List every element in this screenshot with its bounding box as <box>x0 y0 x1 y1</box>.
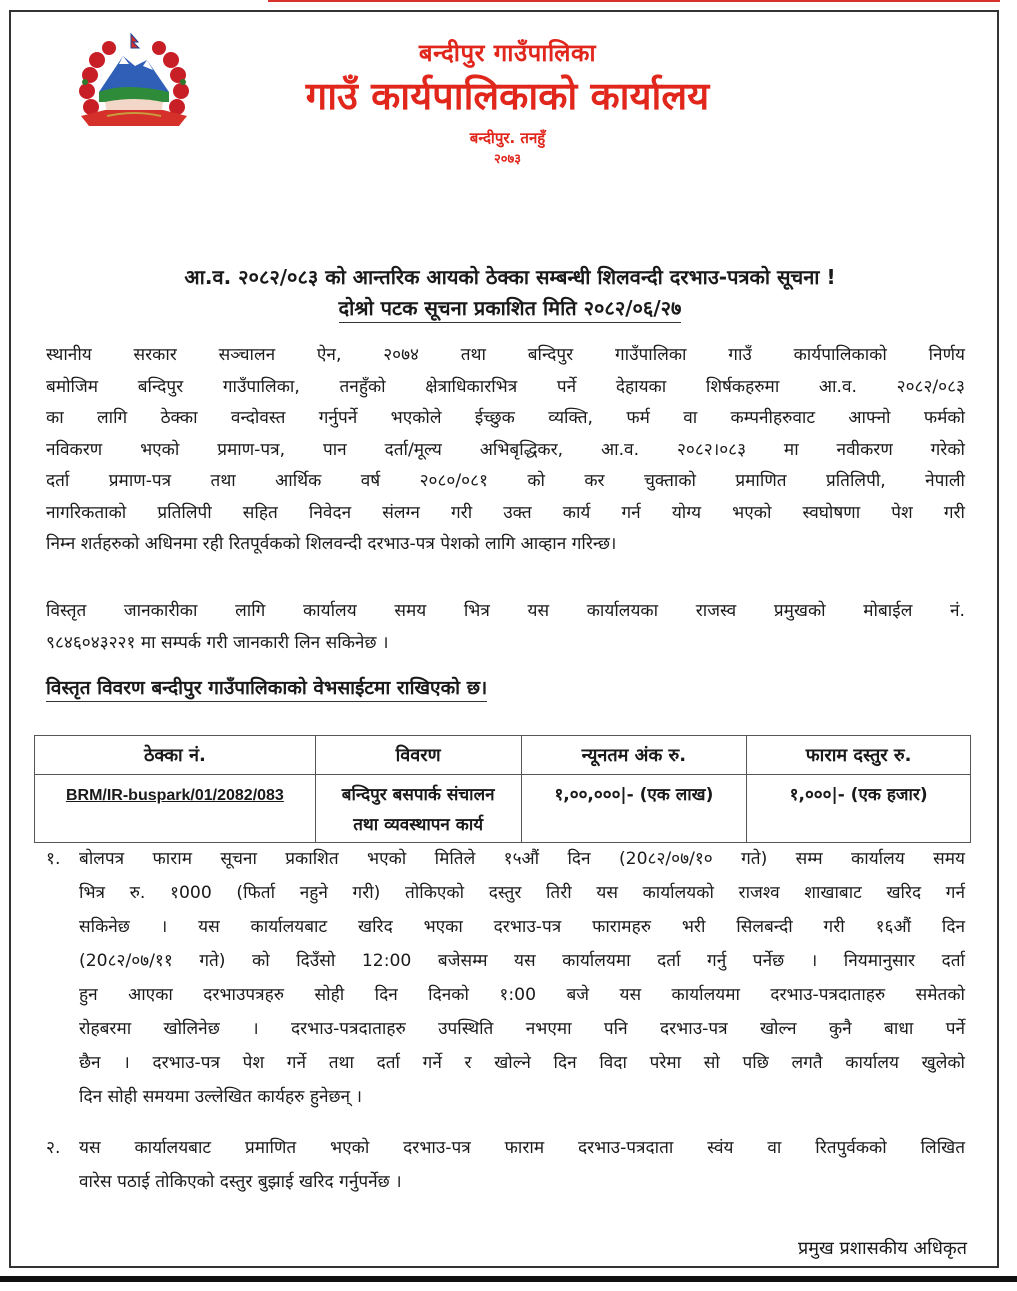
condition-line: छैन । दरभाउ-पत्र पेश गर्ने तथा दर्ता गर्ने र खोल्ने दिन विदा परेमा सो पछि लगतै कार्यालय खुलेको <box>79 1053 965 1073</box>
condition-line: (20८२/०७/११ गते) को दिउँसो 12:00 बजेसम्म यस कार्यालयमा दर्ता गर्नु पर्नेछ । नियमानुसार दर्ता <box>79 951 965 971</box>
nepal-emblem-icon <box>75 30 193 140</box>
condition-item <box>46 1131 965 1199</box>
tender-table <box>34 735 971 843</box>
table-header-row <box>35 736 971 775</box>
top-red-rule <box>268 0 1000 2</box>
condition-number: १. <box>46 849 61 869</box>
municipality-name: बन्दीपुर गाउँपालिका <box>418 39 597 67</box>
paragraph-line: निम्न शर्तहरुको अधिनमा रही रितपूर्वकको शिलवन्दी दरभाउ-पत्र पेशको लागि आव्हान गरिन्छ। <box>46 534 617 554</box>
bottom-rule <box>0 1276 1017 1282</box>
condition-number: २. <box>46 1138 61 1158</box>
office-name: गाउँ कार्यपालिकाको कार्यालय <box>305 74 710 118</box>
description-cell <box>315 775 521 843</box>
column-header-form-fee: फाराम दस्तुर रु. <box>747 736 971 775</box>
paragraph-line: नविकरण भएको प्रमाण-पत्र, पान दर्ता/मूल्य अभिबृद्धिकर, आ.व. २०८२।०८३ मा नवीकरण गरेको <box>46 439 965 460</box>
contract-number-link[interactable]: BRM/IR-buspark/01/2082/083 <box>65 787 284 804</box>
mountain <box>99 56 169 92</box>
column-header-description: विवरण <box>315 736 521 775</box>
notice-subtitle <box>30 294 990 321</box>
notice-title: आ.व. २०८२/०८३ को आन्तरिक आयको ठेक्का सम्बन्धी शिलवन्दी दरभाउ-पत्रको सूचना ! <box>184 265 836 289</box>
paragraph-line: का लागि ठेक्का वन्दोवस्त गर्नुपर्ने भएकोले ईच्छुक व्यक्ति, फर्म वा कम्पनीहरुवाट आफ्नो फर्मको <box>46 408 965 428</box>
paragraph-line: बमोजिम बन्दिपुर गाउँपालिका, तनहुँको क्षेत्राधिकारभित्र पर्ने देहायका शिर्षकहरुमा आ.व. २०८२/०८३ <box>46 376 965 397</box>
column-header-contract-no: ठेक्का नं. <box>35 736 316 775</box>
paragraph-line: ९८४६०४३२२१ मा सम्पर्क गरी जानकारी लिन सकिनेछ । <box>46 632 389 653</box>
condition-line: यस कार्यालयबाट प्रमाणित भएको दरभाउ-पत्र फाराम दरभाउ-पत्रदाता स्वंय वा रितपुर्वकको लिखित <box>79 1138 965 1158</box>
condition-line: भित्र रु. १000 (फिर्ता नहुने गरी) तोकिएको दस्तुर तिरी यस कार्यालयको राजश्व शाखाबाट खरिद गर्न <box>79 883 965 903</box>
paragraph-line: दर्ता प्रमाण-पत्र तथा आर्थिक वर्ष २०८०/०८१ को कर चुक्ताको प्रमाणित प्रतिलिपी, नेपाली <box>46 471 965 491</box>
description-line: बन्दिपुर बसपार्क संचालन <box>341 785 495 805</box>
condition-item <box>46 842 965 1114</box>
signatory-title: प्रमुख प्रशासकीय अधिकृत <box>798 1238 967 1259</box>
table-row <box>35 775 971 843</box>
condition-line: सकिनेछ । यस कार्यालयबाट खरिद भएका दरभाउ-पत्र फारामहरु भरी सिलबन्दी गरी १६औं दिन <box>79 917 965 937</box>
condition-line: वारेस पठाई तोकिएको दस्तुर बुझाई खरिद गर्नुपर्नेछ । <box>79 1172 402 1192</box>
condition-line: हुन आएका दरभाउपत्रहरु सोही दिन दिनको १:00 बजे यस कार्यालयमा दरभाउ-पत्रदाताहरु समेतको <box>79 985 965 1005</box>
contract-number-cell <box>35 775 316 843</box>
paragraph-line: नागरिकताको प्रतिलिपी सहित निवेदन संलग्न गरी उक्त कार्य गर्न योग्य भएको स्वघोषणा पेश गरी <box>46 502 965 523</box>
publication-date-line: दोश्रो पटक सूचना प्रकाशित मिति २०८२/०६/२७ <box>339 296 682 323</box>
column-header-minimum-amount: न्यूनतम अंक रु. <box>521 736 747 775</box>
established-year: २०७३ <box>493 152 522 167</box>
condition-line: दिन सोही समयमा उल्लेखित कार्यहरु हुनेछन् । <box>79 1087 363 1107</box>
contact-paragraph <box>46 596 965 659</box>
paragraph-line: विस्तृत जानकारीका लागि कार्यालय समय भित्र यस कार्यालयका राजस्व प्रमुखको मोबाईल नं. <box>46 601 965 621</box>
office-location: बन्दीपुर. तनहुँ <box>469 129 546 147</box>
form-fee-cell: १,०००|- (एक हजार) <box>747 775 971 843</box>
intro-paragraph <box>46 340 965 561</box>
minimum-amount-cell: १,००,०००|- (एक लाख) <box>521 775 747 843</box>
flag-icon <box>131 34 139 48</box>
condition-line: बोलपत्र फाराम सूचना प्रकाशित भएको मितिले १५औं दिन (20८२/०७/१० गते) सम्म कार्यालय समय <box>79 849 965 869</box>
description-line: तथा व्यवस्थापन कार्य <box>353 815 484 835</box>
condition-line: रोहबरमा खोलिनेछ । दरभाउ-पत्रदाताहरु उपस्थिति नभएमा पनि दरभाउ-पत्र खोल्न कुनै बाधा पर्ने <box>79 1019 965 1039</box>
website-notice: विस्तृत विवरण बन्दीपुर गाउँपालिकाको वेभसाईटमा राखिएको छ। <box>46 674 487 702</box>
paragraph-line: स्थानीय सरकार सञ्चालन ऐन, २०७४ तथा बन्दिपुर गाउँपालिका गाउँ कार्यपालिकाको निर्णय <box>46 345 965 365</box>
